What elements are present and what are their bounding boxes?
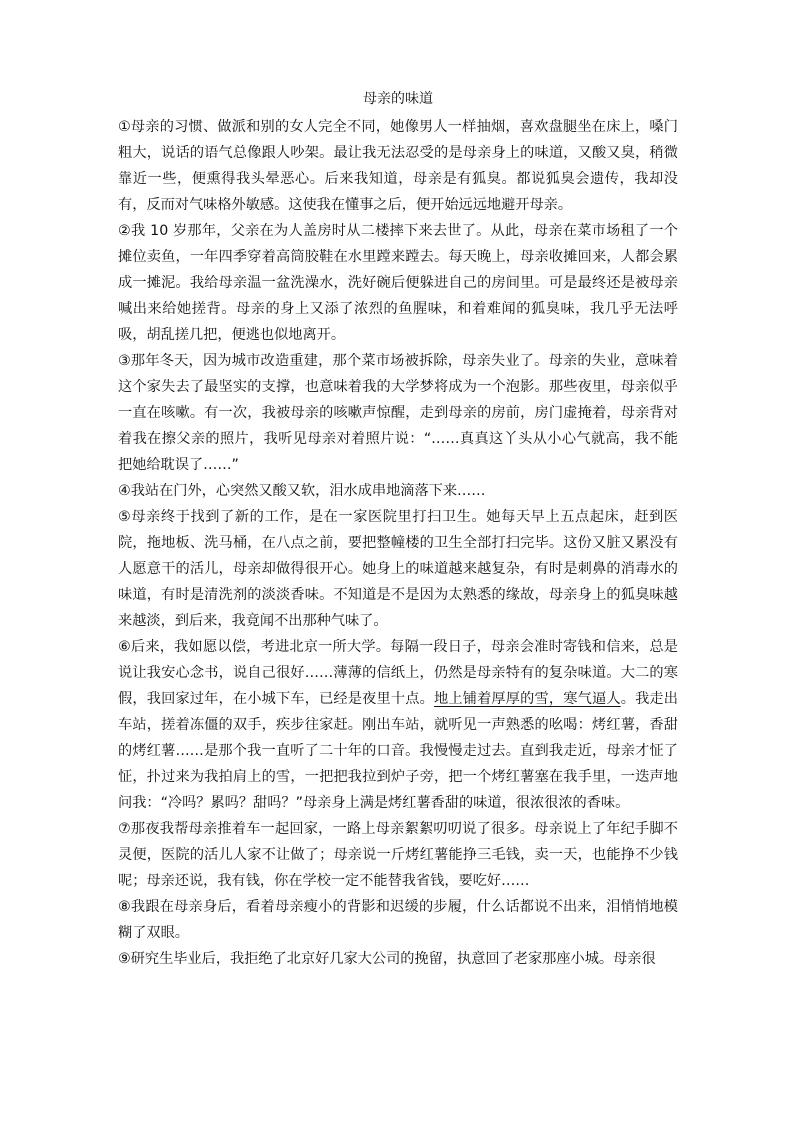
document-page <box>118 86 678 972</box>
paragraph-1: ①母亲的习惯、做派和别的女人完全不同，她像男人一样抽烟，喜欢盘腿坐在床上，嗓门粗大，说话的语气总像跟人吵架。最让我无法忍受的是母亲身上的味道，又酸又臭，稍微靠近一些，便熏得我头晕恶心。后来我知道，母亲是有狐臭。都说狐臭会遗传，我却没有，反而对气味格外敏感。这使我在懂事之后，便开始远远地避开母亲。 <box>118 119 678 213</box>
paragraph-9: ⑨研究生毕业后，我拒绝了北京好几家大公司的挽留，执意回了老家那座小城。母亲很 <box>118 951 656 967</box>
document-title: 母亲的味道 <box>363 91 433 107</box>
paragraph-8: ⑧我跟在母亲身后，看着母亲瘦小的背影和迟缓的步履，什么话都说不出来，泪悄悄地模糊了双眼。 <box>118 899 678 941</box>
paragraph-6-text-before: ⑥后来，我如愿以偿，考进北京一所大学。每隔一段日子，母亲会准时寄钱和信来，总是说让我安心念书，说自己很好……薄薄的信纸上，仍然是母亲特有的复杂味道。大二的寒假，我回家过年，在小城下车，已经是夜里十点。 <box>118 639 678 707</box>
paragraph-4: ④我站在门外，心突然又酸又软，泪水成串地滴落下来…… <box>118 483 486 499</box>
paragraph-6-text-after: 。我走出车站，搓着冻僵的双手，疾步往家赶。刚出车站，就听见一声熟悉的吆喝：烤红薯，香甜的烤红薯……是那个我一直听了二十年的口音。我慢慢走过去。直到我走近，母亲才怔了怔，扑过来为我拍肩上的雪，一把把我拉到炉子旁，把一个烤红薯塞在我手里，一迭声地问我：“冷吗？累吗？甜吗？”母亲身上满是烤红薯香甜的味道，很浓很浓的香味。 <box>118 691 678 811</box>
paragraph-6 <box>118 634 678 816</box>
underlined-sentence: 地上铺着厚厚的雪，寒气逼人 <box>433 691 621 707</box>
paragraph-3: ③那年冬天，因为城市改造重建，那个菜市场被拆除，母亲失业了。母亲的失业，意味着这个家失去了最坚实的支撑，也意味着我的大学梦将成为一个泡影。那些夜里，母亲似乎一直在咳嗽。有一次，我被母亲的咳嗽声惊醒，走到母亲的房前，房门虚掩着，母亲背对着我在擦父亲的照片，我听见母亲对着照片说：“……真真这丫头从小心气就高，我不能把她给耽误了……” <box>118 353 678 473</box>
paragraph-7: ⑦那夜我帮母亲推着车一起回家，一路上母亲絮絮叨叨说了很多。母亲说上了年纪手脚不灵便，医院的活儿人家不让做了；母亲说一斤烤红薯能挣三毛钱，卖一天，也能挣不少钱呢；母亲还说，我有钱，你在学校一定不能替我省钱，要吃好…… <box>118 821 678 889</box>
paragraph-5: ⑤母亲终于找到了新的工作，是在一家医院里打扫卫生。她每天早上五点起床，赶到医院，拖地板、洗马桶，在八点之前，要把整幢楼的卫生全部打扫完毕。这份又脏又累没有人愿意干的活儿，母亲却做得很开心。她身上的味道越来越复杂，有时是刺鼻的消毒水的味道，有时是清洗剂的淡淡香味。不知道是不是因为太熟悉的缘故，母亲身上的狐臭味越来越淡，到后来，我竟闻不出那种气味了。 <box>118 509 678 629</box>
paragraph-2: ②我 10 岁那年，父亲在为人盖房时从二楼摔下来去世了。从此，母亲在菜市场租了一个摊位卖鱼，一年四季穿着高筒胶鞋在水里蹚来蹚去。每天晚上，母亲收摊回来，人都会累成一摊泥。我给母亲温一盆洗澡水，洗好碗后便躲进自己的房间里。可是最终还是被母亲喊出来给她搓背。母亲的身上又添了浓烈的鱼腥味，和着难闻的狐臭味，我几乎无法呼吸，胡乱搓几把，便逃也似地离开。 <box>118 223 678 343</box>
